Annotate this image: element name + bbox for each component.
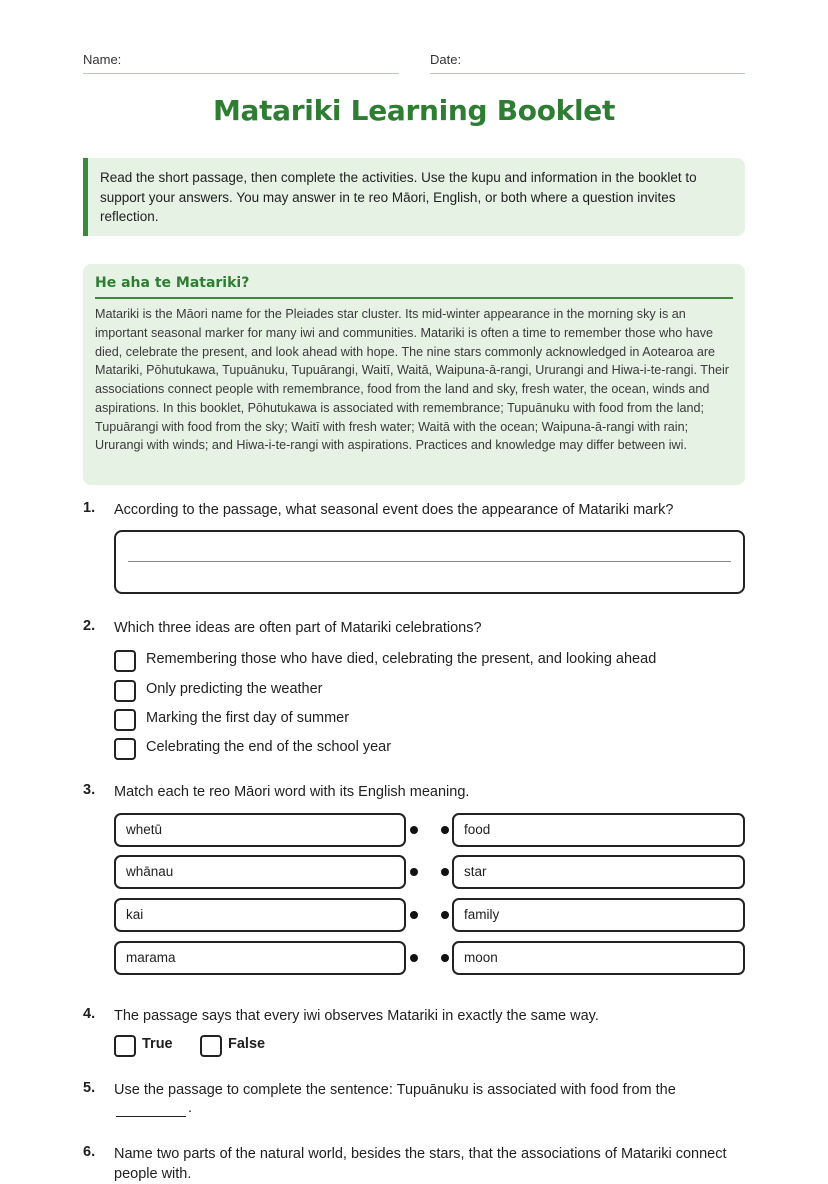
checkbox[interactable] [114, 1035, 136, 1057]
question-text: Use the passage to complete the sentence: Tupuānuku is associated with food from the [114, 1082, 676, 1098]
option-label: Celebrating the end of the school year [146, 739, 392, 755]
name-field[interactable] [83, 52, 399, 74]
question-text: Which three ideas are often part of Matariki celebrations? [114, 620, 482, 636]
date-label: Date: [430, 52, 462, 67]
question-number: 1. [83, 500, 96, 516]
checkbox[interactable] [114, 738, 136, 760]
question-number: 5. [83, 1080, 96, 1096]
match-right-item[interactable]: star [452, 855, 745, 889]
match-dot-left[interactable] [410, 954, 418, 962]
reading-passage [83, 264, 745, 485]
question-text: Name two parts of the natural world, besides the stars, that the associations of Matariki connect people with. [114, 1146, 727, 1182]
option-label: Only predicting the weather [146, 681, 323, 697]
match-dot-right[interactable] [441, 954, 449, 962]
passage-text: Matariki is the Māori name for the Pleiades star cluster. Its mid-winter appearance in the morning sky is an important seasonal marker for many iwi and communities. Matariki is often a time to remember those who have died, celebrate the present, and look ahead with hope. The nine stars commonly acknowledged in Aotearoa are Matariki, Pōhutukawa, Tupuānuku, Tupuārangi, Waitī, Waitā, Waipuna-ā-rangi, Ururangi and Hiwa-i-te-rangi. Their associations connect people with remembrance, food from the land and sky, fresh water, the ocean, winds and aspirations. In this booklet, Pōhutukawa is associated with remembrance; Tupuānuku with food from the land; Tupuārangi with food from the sky; Waitī with fresh water; Waitā with the ocean; Waipuna-ā-rangi with rain; Ururangi with winds; and Hiwa-i-te-rangi with aspirations. Practices and knowledge may differ between iwi. [95, 307, 729, 453]
checkbox[interactable] [114, 709, 136, 731]
match-dot-right[interactable] [441, 826, 449, 834]
checkbox[interactable] [114, 650, 136, 672]
false-option[interactable] [200, 1035, 290, 1057]
checkbox[interactable] [200, 1035, 222, 1057]
match-right-item[interactable]: moon [452, 941, 745, 975]
question-number: 2. [83, 618, 96, 634]
passage-title: He aha te Matariki? [95, 275, 733, 299]
match-left-item[interactable]: whānau [114, 855, 406, 889]
true-option[interactable] [114, 1035, 194, 1057]
instructions-callout: Read the short passage, then complete the activities. Use the kupu and information in the booklet to support your answers. You may answer in te reo Māori, English, or both where a question invites reflection. [83, 158, 745, 236]
date-field[interactable] [430, 52, 745, 74]
true-label: True [142, 1036, 173, 1052]
match-right-item[interactable]: food [452, 813, 745, 847]
fill-in-blank[interactable] [116, 1101, 186, 1117]
name-label: Name: [83, 52, 122, 67]
question-number: 3. [83, 782, 96, 798]
question-text: Match each te reo Māori word with its English meaning. [114, 784, 470, 800]
match-dot-right[interactable] [441, 868, 449, 876]
question-text: The passage says that every iwi observes Matariki in exactly the same way. [114, 1008, 599, 1024]
option-label: Marking the first day of summer [146, 710, 350, 726]
match-left-item[interactable]: whetū [114, 813, 406, 847]
sentence-end: . [188, 1100, 193, 1116]
answer-box-q1[interactable] [114, 530, 745, 594]
option-label: Remembering those who have died, celebrating the present, and looking ahead [146, 651, 657, 667]
match-dot-left[interactable] [410, 911, 418, 919]
question-number: 4. [83, 1006, 96, 1022]
match-dot-right[interactable] [441, 911, 449, 919]
false-label: False [228, 1036, 266, 1052]
match-left-item[interactable]: kai [114, 898, 406, 932]
question-text: According to the passage, what seasonal event does the appearance of Matariki mark? [114, 502, 674, 518]
question-number: 6. [83, 1144, 96, 1160]
match-dot-left[interactable] [410, 868, 418, 876]
match-left-item[interactable]: marama [114, 941, 406, 975]
answer-line [128, 561, 731, 562]
match-right-item[interactable]: family [452, 898, 745, 932]
page-title: Matariki Learning Booklet [212, 94, 616, 127]
checkbox[interactable] [114, 680, 136, 702]
match-dot-left[interactable] [410, 826, 418, 834]
